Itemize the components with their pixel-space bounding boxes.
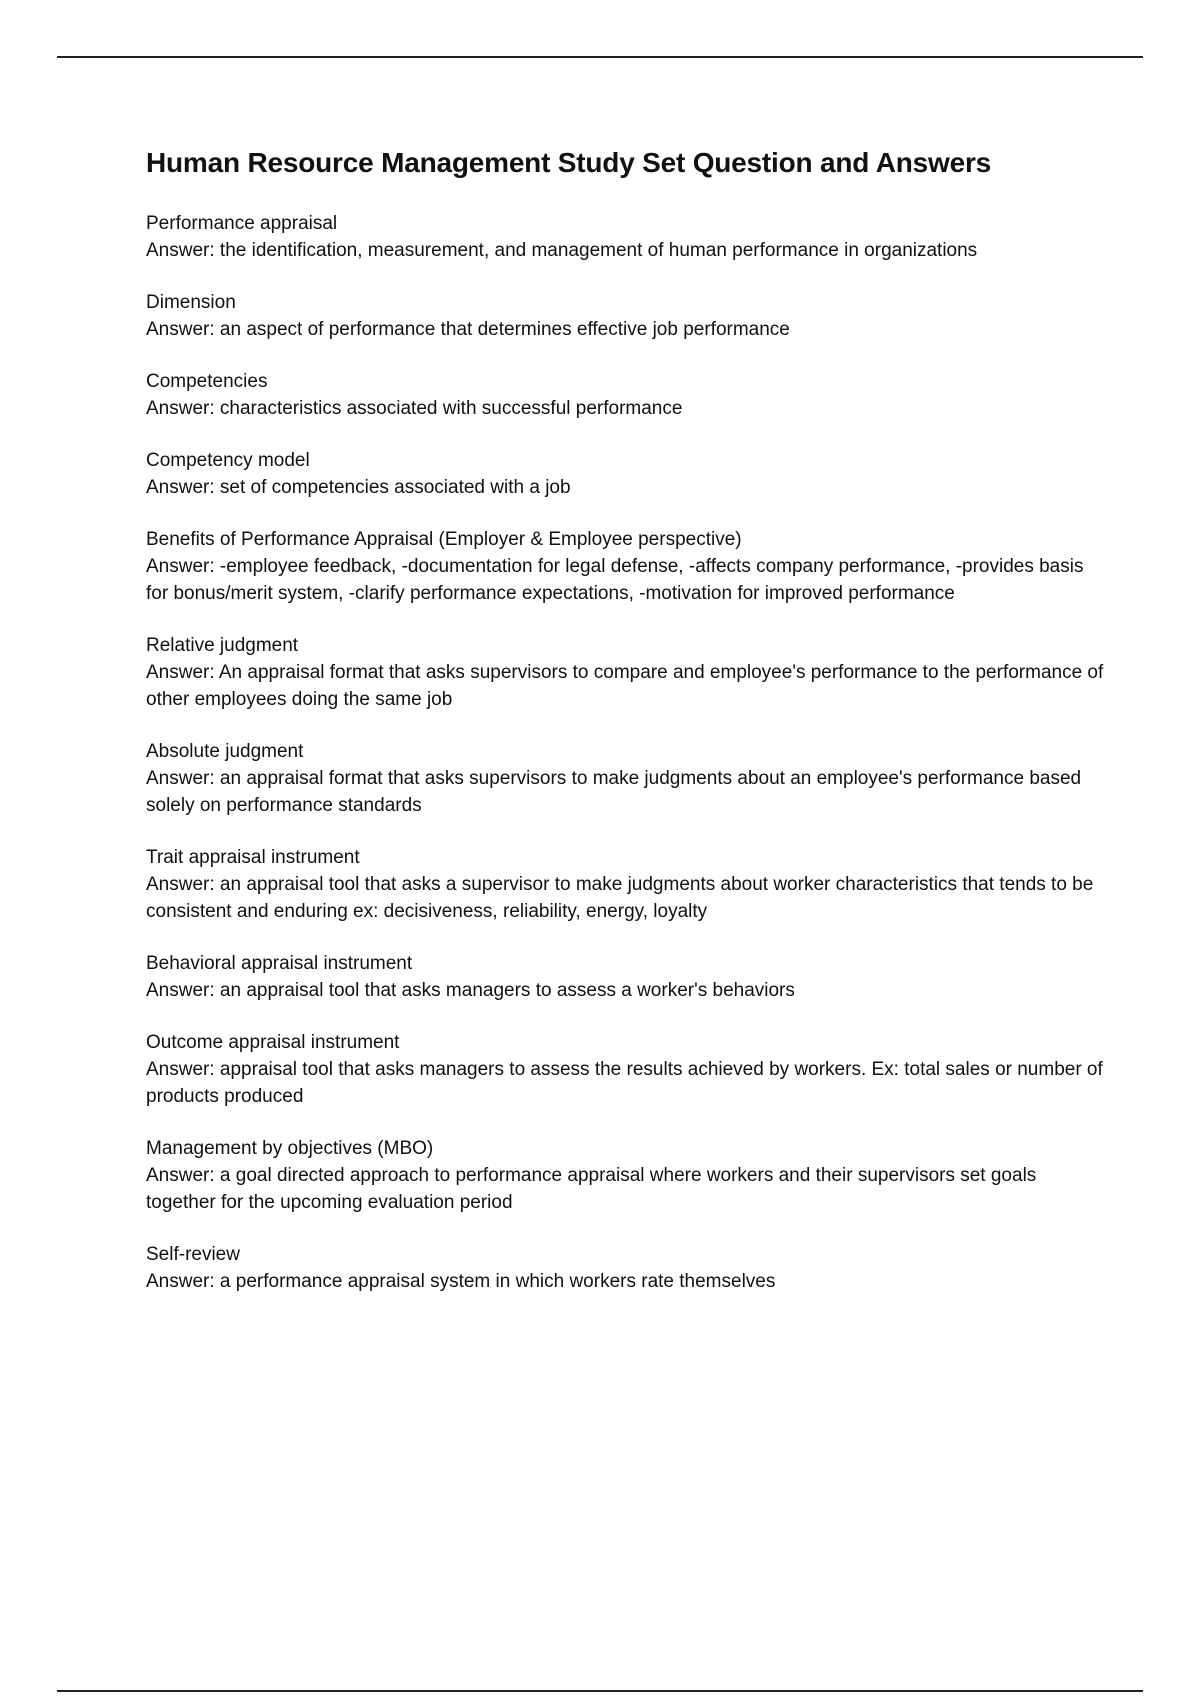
qa-item — [146, 210, 1106, 264]
top-divider — [57, 56, 1143, 58]
document-title: Human Resource Management Study Set Question and Answers — [146, 147, 992, 178]
answer-text: Answer: -employee feedback, -documentation for legal defense, -affects company performance, -provides basis for bonus/merit system, -clarify performance expectations, -motivation for improved performance — [146, 556, 1084, 604]
answer-text: Answer: the identification, measurement, and management of human performance in organizations — [146, 240, 978, 261]
question-text: Dimension — [146, 292, 236, 313]
question-text: Outcome appraisal instrument — [146, 1032, 400, 1053]
question-text: Absolute judgment — [146, 741, 304, 762]
question-text: Self-review — [146, 1244, 240, 1265]
question-text: Behavioral appraisal instrument — [146, 953, 413, 974]
answer-text: Answer: a goal directed approach to performance appraisal where workers and their supervisors set goals together for the upcoming evaluation period — [146, 1165, 1037, 1213]
question-text: Competencies — [146, 371, 268, 392]
qa-item — [146, 1029, 1106, 1110]
qa-item — [146, 632, 1106, 713]
qa-item — [146, 1241, 1106, 1295]
qa-item — [146, 526, 1106, 607]
question-text: Benefits of Performance Appraisal (Employer & Employee perspective) — [146, 529, 742, 550]
qa-item — [146, 738, 1106, 819]
question-text: Management by objectives (MBO) — [146, 1138, 434, 1159]
question-text: Relative judgment — [146, 635, 299, 656]
qa-item — [146, 1135, 1106, 1216]
answer-text: Answer: an aspect of performance that determines effective job performance — [146, 319, 790, 340]
answer-text: Answer: an appraisal format that asks supervisors to make judgments about an employee's performance based solely on performance standards — [146, 768, 1082, 816]
answer-text: Answer: a performance appraisal system in which workers rate themselves — [146, 1271, 776, 1292]
answer-text: Answer: An appraisal format that asks supervisors to compare and employee's performance to the performance of other employees doing the same job — [146, 662, 1104, 710]
qa-item — [146, 950, 1106, 1004]
answer-text: Answer: an appraisal tool that asks a supervisor to make judgments about worker characteristics that tends to be consistent and enduring ex: decisiveness, reliability, energy, loyalty — [146, 874, 1094, 922]
qa-item — [146, 844, 1106, 925]
answer-text: Answer: set of competencies associated with a job — [146, 477, 571, 498]
bottom-divider — [57, 1690, 1143, 1692]
answer-text: Answer: an appraisal tool that asks managers to assess a worker's behaviors — [146, 980, 795, 1001]
question-text: Performance appraisal — [146, 213, 338, 234]
question-text: Trait appraisal instrument — [146, 847, 360, 868]
document-body — [146, 145, 1106, 1320]
qa-item — [146, 447, 1106, 501]
qa-item — [146, 289, 1106, 343]
qa-item — [146, 368, 1106, 422]
answer-text: Answer: characteristics associated with successful performance — [146, 398, 683, 419]
question-text: Competency model — [146, 450, 310, 471]
answer-text: Answer: appraisal tool that asks managers to assess the results achieved by workers. Ex: total sales or number of products produced — [146, 1059, 1103, 1107]
